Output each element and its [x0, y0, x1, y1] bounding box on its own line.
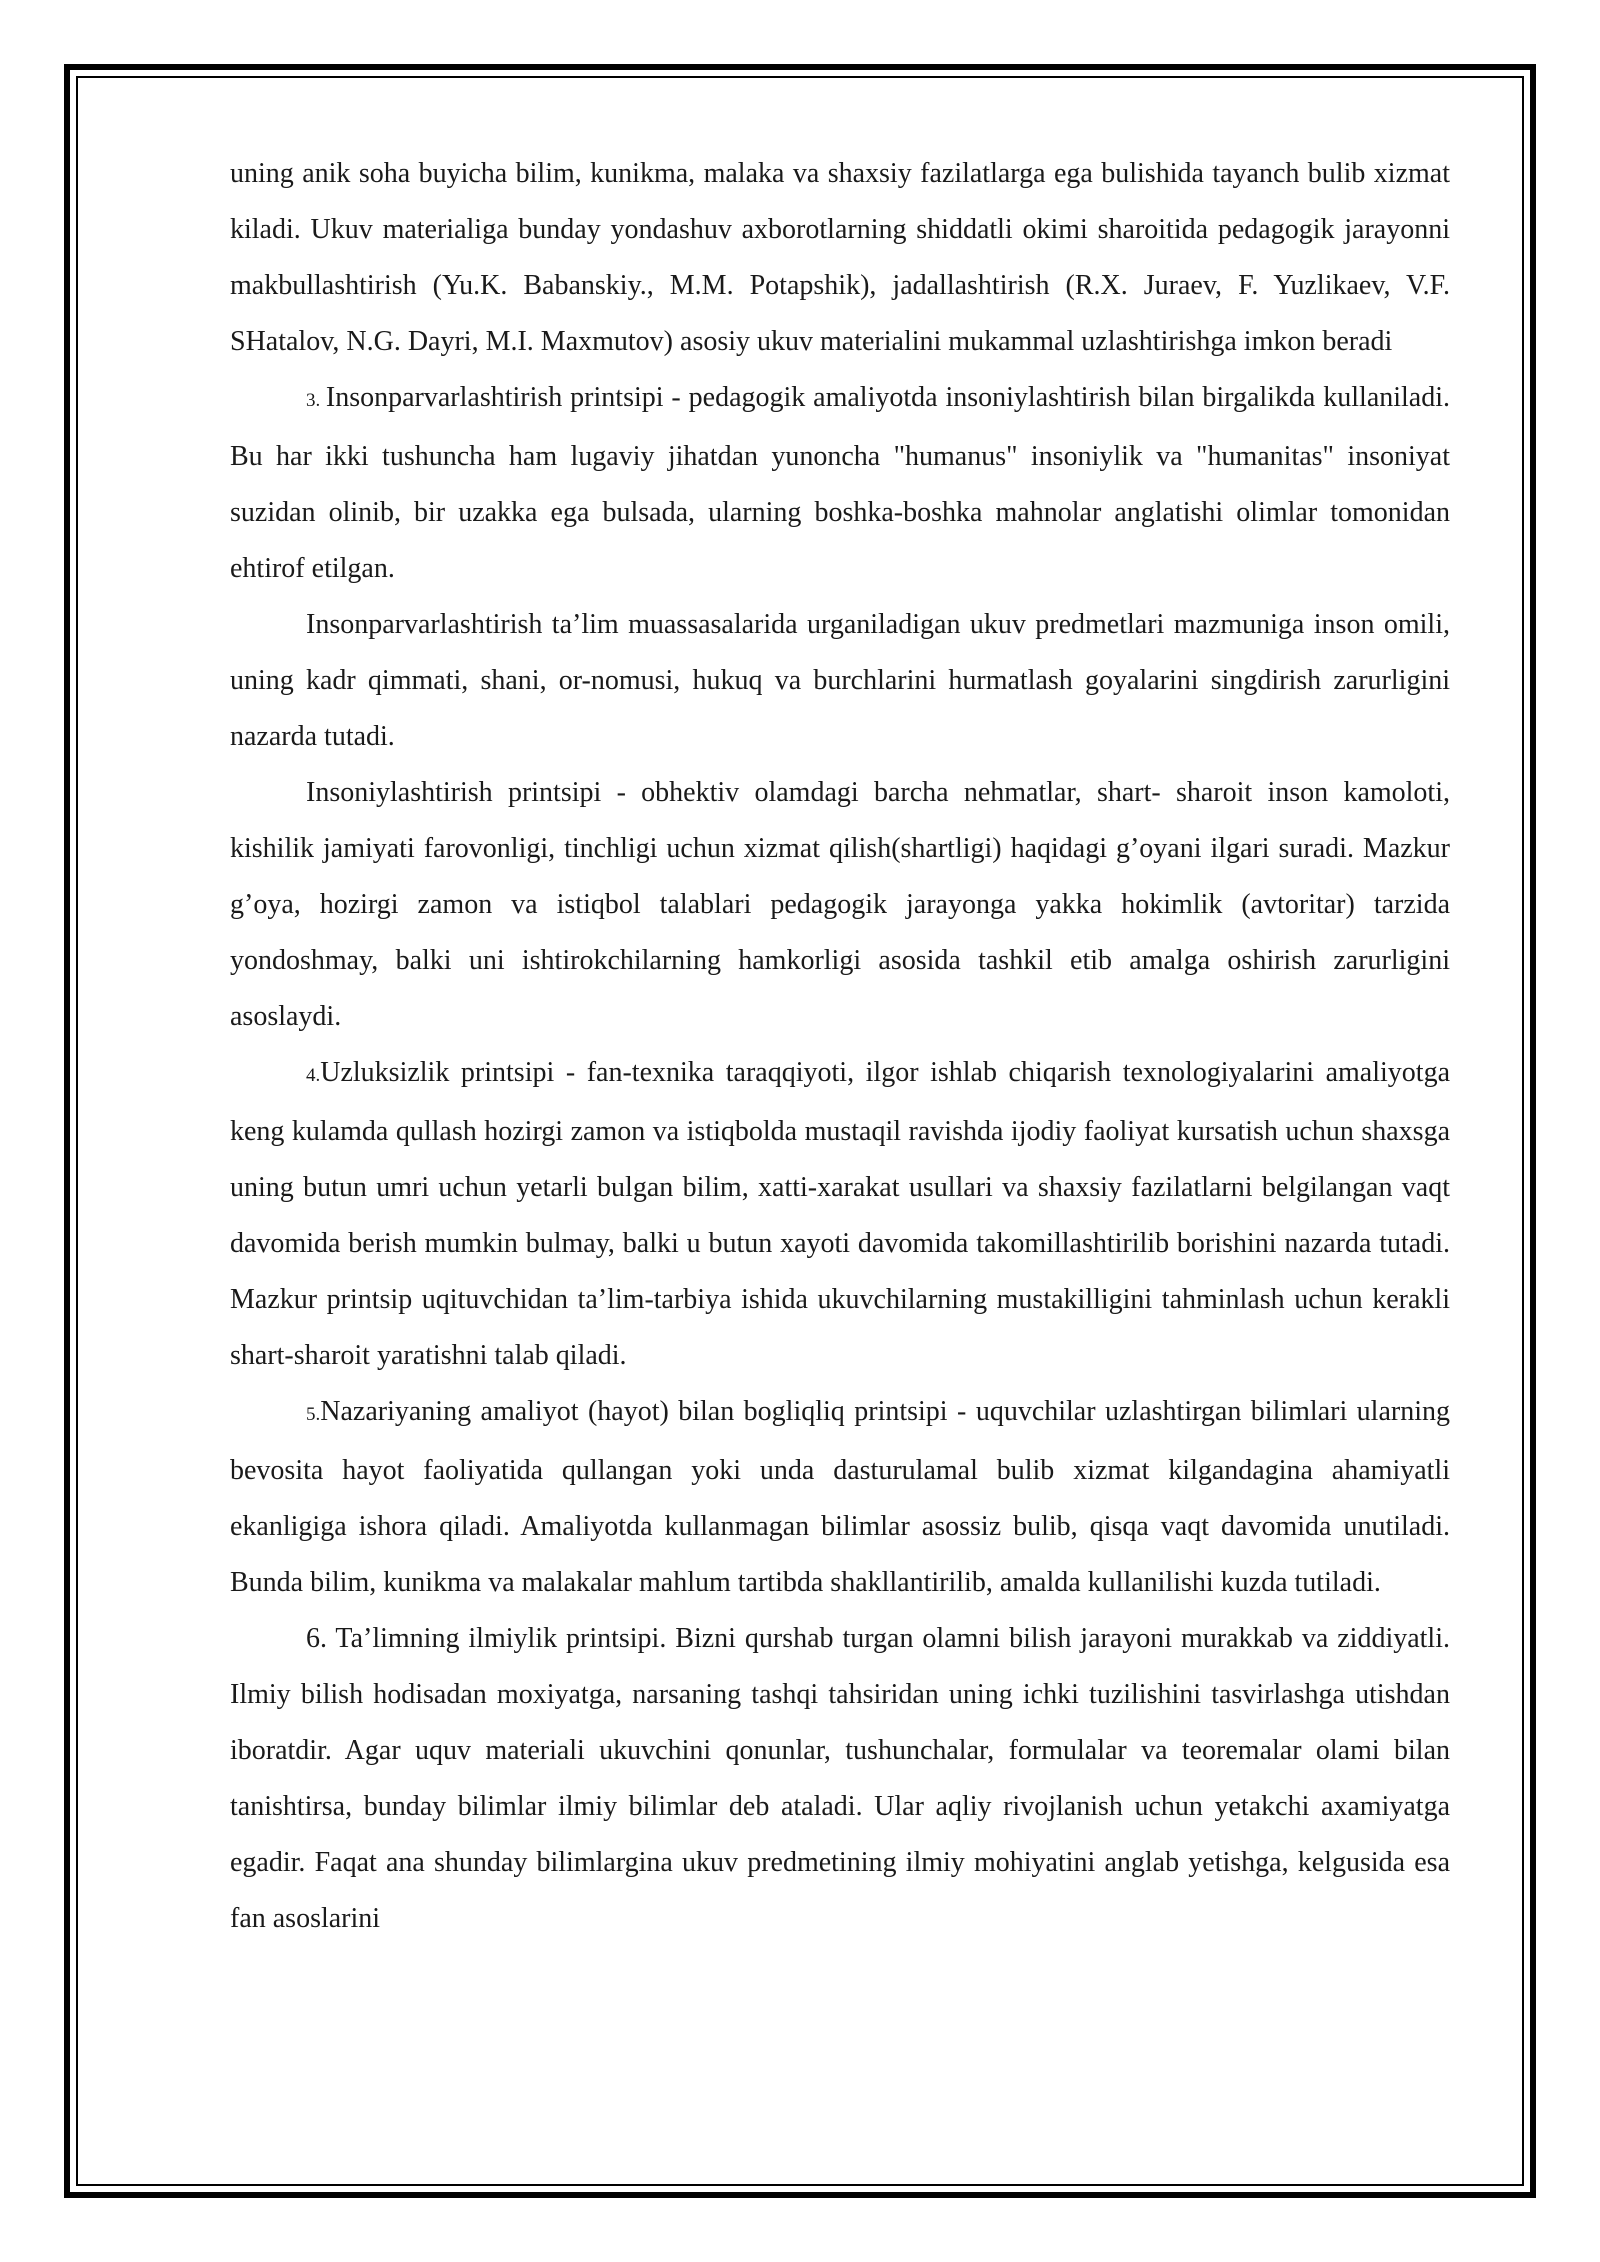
paragraph-continuity-principle — [230, 1045, 1450, 1384]
document-body — [230, 146, 1450, 1947]
paragraph-theory-practice-principle — [230, 1384, 1450, 1611]
paragraph-text: uning anik soha buyicha bilim, kunikma, malaka va shaxsiy fazilatlarga ega bulishida tayanch bulib xizmat kiladi. Ukuv materialiga bunday yondashuv axborotlarning shiddatli okimi sharoitida pedagogik jarayonni makbullashtirish (Yu.K. Babanskiy., M.M. Potapshik), jadallashtirish (R.X. Juraev, F. Yuzlikaev, V.F. SHatalov, N.G. Dayri, M.I. Maxmutov) asosiy ukuv materialini mukammal uzlashtirishga imkon beradi — [230, 158, 1450, 357]
paragraph-scientific-principle — [230, 1611, 1450, 1947]
paragraph-number: 4. — [306, 1065, 321, 1086]
paragraph-text: Insoniylashtirish printsipi - obhektiv olamdagi barcha nehmatlar, shart- sharoit inson kamoloti, kishilik jamiyati farovonligi, tinchligi uchun xizmat qilish(shartligi) haqidagi g’oyani ilgari suradi. Mazkur g’oya, hozirgi zamon va istiqbol talablari pedagogik jarayonga yakka hokimlik (avtoritar) tarzida yondoshmay, balki uni ishtirokchilarning hamkorligi asosida tashkil etib amalga oshirish zarurligini asoslaydi. — [230, 777, 1450, 1032]
paragraph-text: 6. Ta’limning ilmiylik printsipi. Bizni qurshab turgan olamni bilish jarayoni murakkab va ziddiyatli. Ilmiy bilish hodisadan moxiyatga, narsaning tashqi tahsiridan uning ichki tuzilishini tasvirlashga utishdan iboratdir. Agar uquv materiali ukuvchini qonunlar, tushunchalar, formulalar va teoremalar olami bilan tanishtirsa, bunday bilimlar ilmiy bilimlar deb ataladi. Ular aqliy rivojlanish uchun yetakchi axamiyatga egadir. Faqat ana shunday bilimlargina ukuv predmetining ilmiy mohiyatini anglab yetishga, kelgusida esa fan asoslarini — [230, 1623, 1450, 1934]
paragraph-continuation — [230, 146, 1450, 370]
paragraph-text: Uzluksizlik printsipi - fan-texnika taraqqiyoti, ilgor ishlab chiqarish texnologiyalarini amaliyotga keng kulamda qullash hozirgi zamon va istiqbolda mustaqil ravishda ijodiy faoliyat kursatish uchun shaxsga uning butun umri uchun yetarli bulgan bilim, xatti-xarakat usullari va shaxsiy fazilatlarni belgilangan vaqt davomida berish mumkin bulmay, balki u butun xayoti davomida takomillashtirilib borishini nazarda tutadi. Mazkur printsip uqituvchidan ta’lim-tarbiya ishida ukuvchilarning mustakilligini tahminlash uchun kerakli shart-sharoit yaratishni talab qiladi. — [230, 1057, 1450, 1371]
paragraph-text: Insonparvarlashtirish ta’lim muassasalarida urganiladigan ukuv predmetlari mazmuniga inson omili, uning kadr qimmati, shani, or-nomusi, hukuq va burchlarini hurmatlash goyalarini singdirish zarurligini nazarda tutadi. — [230, 609, 1450, 752]
paragraph-number: 5. — [306, 1404, 321, 1425]
paragraph-number: 3. — [306, 390, 326, 411]
paragraph-text: Nazariyaning amaliyot (hayot) bilan bogliqliq printsipi - uquvchilar uzlashtirgan bilimlari ularning bevosita hayot faoliyatida qullangan yoki unda dasturulamal bulib xizmat kilgandagina ahamiyatli ekanligiga ishora qiladi. Amaliyotda kullanmagan bilimlar asossiz bulib, qisqa vaqt davomida unutiladi. Bunda bilim, kunikma va malakalar mahlum tartibda shakllantirilib, amalda kullanilishi kuzda tutiladi. — [230, 1396, 1450, 1598]
paragraph-humanization-content — [230, 597, 1450, 765]
paragraph-humanism-principle — [230, 765, 1450, 1045]
paragraph-humanization-principle — [230, 370, 1450, 597]
paragraph-text: Insonparvarlashtirish printsipi - pedagogik amaliyotda insoniylashtirish bilan birgalikda kullaniladi. Bu har ikki tushuncha ham lugaviy jihatdan yunoncha "humanus" insoniylik va "humanitas" insoniyat suzidan olinib, bir uzakka ega bulsada, ularning boshka-boshka mahnolar anglatishi olimlar tomonidan ehtirof etilgan. — [230, 382, 1451, 584]
